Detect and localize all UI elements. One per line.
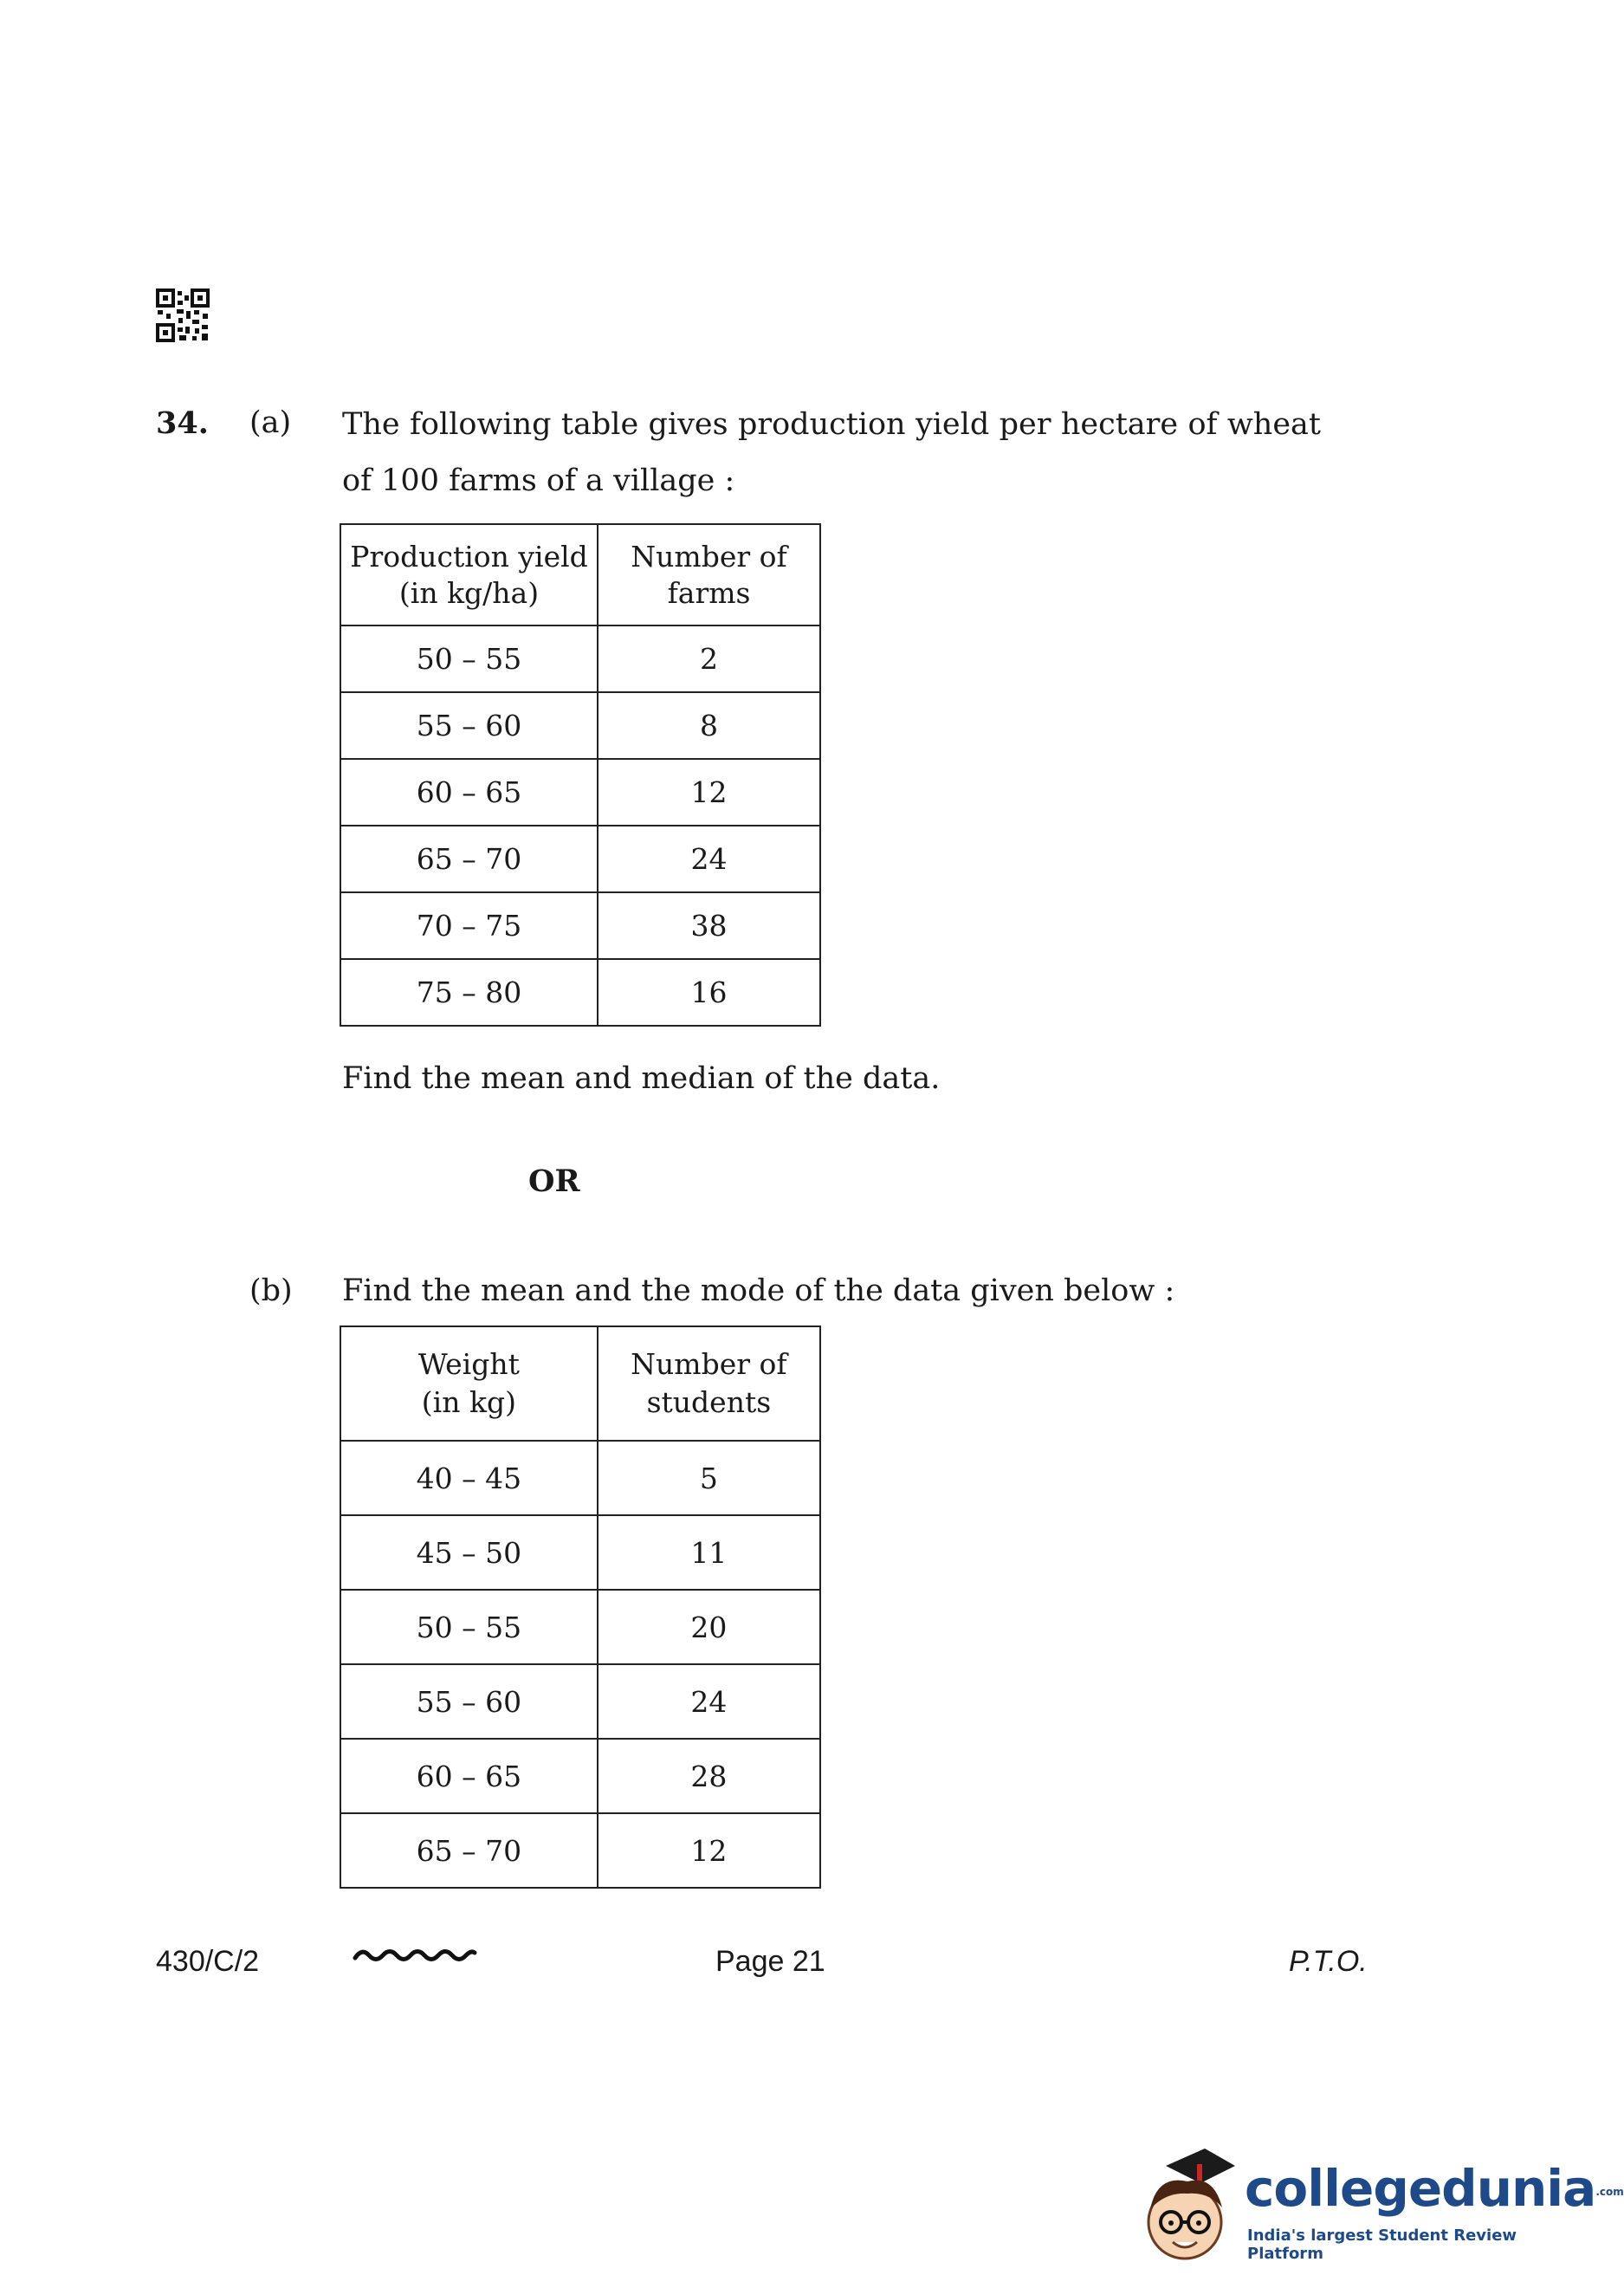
table-cell: 60 – 65 (340, 759, 598, 826)
table-a-header-farms-text: Number of farms (631, 539, 787, 610)
table-a-header-yield-text: Production yield (in kg/ha) (350, 539, 588, 610)
table-cell: 24 (598, 826, 820, 892)
table-cell: 55 – 60 (340, 1664, 598, 1739)
table-row (340, 1813, 820, 1888)
collegedunia-mascot-icon (1140, 2140, 1244, 2270)
table-cell: 5 (598, 1441, 820, 1515)
table-a-header-farms (598, 524, 820, 625)
table-cell: 11 (598, 1515, 820, 1590)
table-b-header-students (598, 1326, 820, 1441)
table-cell: 12 (598, 759, 820, 826)
page-number: Page 21 (715, 1945, 825, 1978)
qr-code-icon (156, 288, 210, 342)
table-row (340, 892, 820, 959)
table-row (340, 1590, 820, 1664)
table-cell: 20 (598, 1590, 820, 1664)
table-production-yield (340, 523, 821, 1027)
part-b-stem: Find the mean and the mode of the data given below : (342, 1274, 1175, 1308)
table-cell: 2 (598, 625, 820, 692)
table-cell: 16 (598, 959, 820, 1026)
or-separator: OR (528, 1163, 580, 1199)
table-cell: 60 – 65 (340, 1739, 598, 1813)
paper-code: 430/C/2 (156, 1945, 260, 1978)
table-cell: 65 – 70 (340, 1813, 598, 1888)
table-cell: 50 – 55 (340, 625, 598, 692)
table-cell: 8 (598, 692, 820, 759)
table-row (340, 1739, 820, 1813)
question-number: 34. (156, 405, 209, 441)
table-b-header-weight-text: Weight (in kg) (417, 1347, 520, 1419)
table-cell: 70 – 75 (340, 892, 598, 959)
table-row (340, 759, 820, 826)
table-row (340, 692, 820, 759)
part-a-stem: The following table gives production yield per hectare of wheat of 100 farms of a village : (342, 407, 1321, 498)
table-cell: 55 – 60 (340, 692, 598, 759)
table-cell: 28 (598, 1739, 820, 1813)
logo-tagline: India's largest Student Review Platform (1247, 2226, 1517, 2263)
wave-ornament-icon (353, 1942, 476, 1968)
table-row (340, 625, 820, 692)
table-cell: 75 – 80 (340, 959, 598, 1026)
logo-name: collegedunia (1245, 2159, 1596, 2218)
table-row (340, 1664, 820, 1739)
table-weight (340, 1325, 821, 1889)
logo-suffix: .com (1595, 2185, 1624, 2198)
table-cell: 38 (598, 892, 820, 959)
part-a-task: Find the mean and median of the data. (342, 1061, 941, 1096)
table-cell: 24 (598, 1664, 820, 1739)
pto-label: P.T.O. (1289, 1945, 1368, 1978)
table-cell: 40 – 45 (340, 1441, 598, 1515)
table-b-header-weight (340, 1326, 598, 1441)
table-a-header-yield (340, 524, 598, 625)
part-a-label: (a) (249, 405, 292, 440)
logo-wordmark (1245, 2159, 1624, 2218)
table-row (340, 1441, 820, 1515)
table-row (340, 959, 820, 1026)
table-cell: 65 – 70 (340, 826, 598, 892)
table-row (340, 826, 820, 892)
table-cell: 45 – 50 (340, 1515, 598, 1590)
table-cell: 12 (598, 1813, 820, 1888)
table-row (340, 1515, 820, 1590)
table-b-header-students-text: Number of students (631, 1347, 787, 1419)
table-cell: 50 – 55 (340, 1590, 598, 1664)
part-b-label: (b) (249, 1274, 293, 1308)
